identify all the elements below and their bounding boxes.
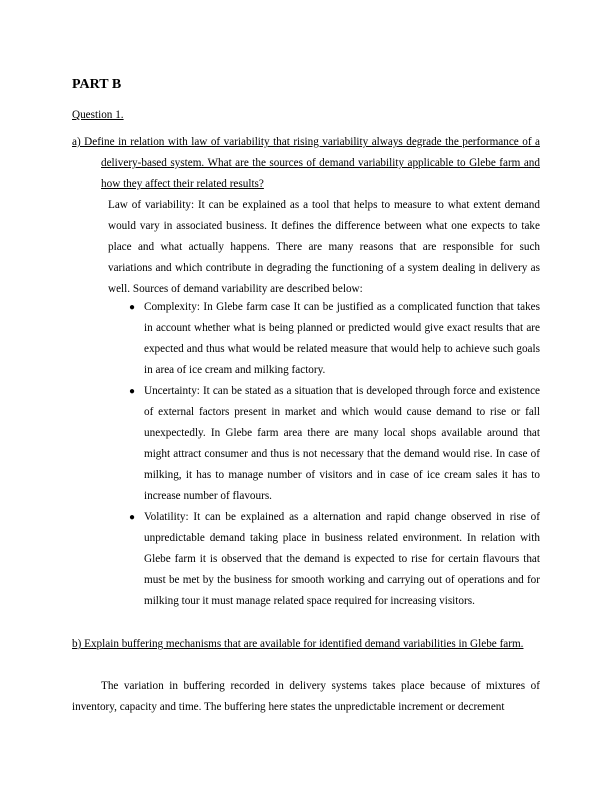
- list-item: [108, 507, 540, 612]
- bullet-uncertainty: Uncertainty: It can be stated as a situation that is developed through force and existence of external factors present in market and which would cause demand to rise or fall unexpectedly. In Glebe farm area there are many local shops available around that might attract consumer and thus is not necessary that the demand would rise. In case of milking, it has to manage number of visitors and in case of ice cream sales it has to increase number of flavours.: [144, 385, 540, 502]
- question-b-text: b) Explain buffering mechanisms that are available for identified demand variabilities in Glebe farm.: [72, 638, 524, 650]
- bullet-complexity: Complexity: In Glebe farm case It can be justified as a complicated function that takes in account whether what is being planned or predicted would give exact results that are expected and thus what would be related measure that would help to achieve such goals in area of ice cream and milking factory.: [144, 301, 540, 376]
- bullet-volatility: Volatility: It can be explained as a alternation and rapid change observed in rise of unpredictable demand taking place in business related environment. In relation with Glebe farm it is observed that the demand is expected to rise for certain flavours that must be met by the business for smooth working and carrying out of operations and for milking tour it must manage related space required for increasing visitors.: [144, 511, 540, 607]
- bullet-icon: ●: [129, 512, 136, 523]
- list-item: [108, 297, 540, 381]
- bullet-icon: ●: [129, 386, 136, 397]
- demand-variability-list: [108, 297, 540, 612]
- bullet-icon: ●: [129, 302, 136, 313]
- list-item: [108, 381, 540, 507]
- question-label: Question 1.: [72, 109, 124, 121]
- part-heading: PART B: [72, 77, 122, 92]
- answer-a-intro: Law of variability: It can be explained as a tool that helps to measure to what extent demand would vary in associated business. It defines the difference between what one expects to take place and what actually happens. There are many reasons that are responsible for such variations and which contribute in degrading the functioning of a system dealing in delivery as well. Sources of demand variability are described below:: [108, 199, 540, 295]
- answer-b-text: The variation in buffering recorded in delivery systems takes place because of mixtures of inventory, capacity and time. The buffering here states the unpredictable increment or decrement: [72, 680, 540, 713]
- question-a-text: a) Define in relation with law of variability that rising variability always degrade the performance of a delivery-based system. What are the sources of demand variability applicable to Glebe farm and how they affect their related results?: [72, 136, 540, 190]
